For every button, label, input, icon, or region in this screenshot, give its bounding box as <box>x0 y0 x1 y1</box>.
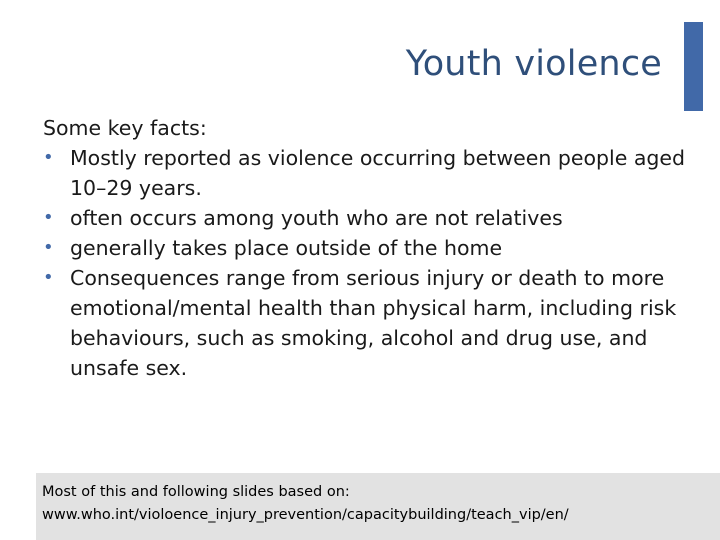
list-item-text: Mostly reported as violence occurring between people aged 10–29 years. <box>70 146 686 200</box>
list-item-text: generally takes place outside of the home <box>70 236 503 260</box>
key-facts-list <box>43 143 713 383</box>
list-item-text: often occurs among youth who are not relatives <box>70 206 563 230</box>
list-item <box>43 233 713 263</box>
bullet-icon: • <box>43 267 54 288</box>
bullet-icon: • <box>43 237 54 258</box>
source-note <box>42 481 714 527</box>
intro-text: Some key facts: <box>43 116 207 140</box>
list-item <box>43 203 713 233</box>
list-item <box>43 143 713 203</box>
source-note-box <box>36 473 720 540</box>
list-item <box>43 263 713 383</box>
bullet-icon: • <box>43 207 54 228</box>
accent-bar <box>684 22 703 111</box>
source-note-line: Most of this and following slides based on: <box>42 484 350 500</box>
slide-title: Youth violence <box>405 44 662 84</box>
bullet-icon: • <box>43 147 54 168</box>
slide-body <box>43 113 713 383</box>
source-url: www.who.int/violoence_injury_prevention/capacitybuilding/teach_vip/en/ <box>42 507 569 523</box>
list-item-text: Consequences range from serious injury or death to more emotional/mental health than physical harm, including risk behaviours, such as smoking, alcohol and drug use, and unsafe sex. <box>70 266 677 380</box>
